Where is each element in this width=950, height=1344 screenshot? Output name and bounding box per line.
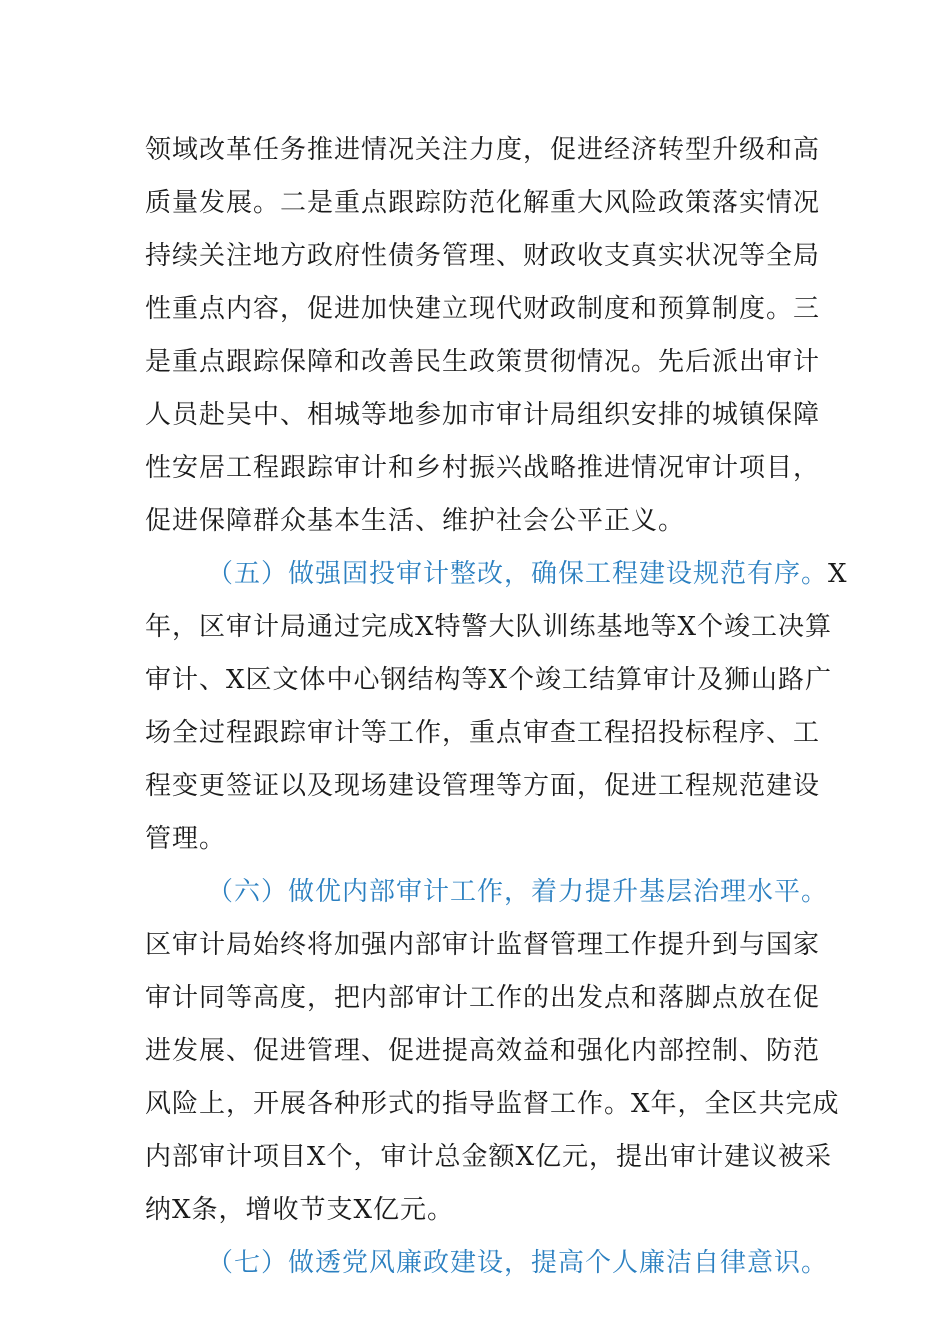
paragraph-line: 纳X条，增收节支X亿元。 bbox=[145, 1195, 455, 1225]
document-body bbox=[145, 124, 848, 1290]
section-title: （五）做强固投审计整改，确保工程建设规范有序。 bbox=[207, 559, 829, 589]
paragraph-line: 程变更签证以及现场建设管理等方面，促进工程规范建设 bbox=[145, 771, 821, 801]
section-title: （七）做透党风廉政建设，提高个人廉洁自律意识。 bbox=[207, 1248, 829, 1278]
paragraph-line: 是重点跟踪保障和改善民生政策贯彻情况。先后派出审计 bbox=[145, 347, 821, 377]
paragraph-line: 人员赴吴中、相城等地参加市审计局组织安排的城镇保障 bbox=[145, 400, 821, 430]
paragraph-line: 区审计局始终将加强内部审计监督管理工作提升到与国家 bbox=[145, 930, 821, 960]
paragraph-line: 内部审计项目X个，审计总金额X亿元，提出审计建议被采 bbox=[145, 1142, 833, 1172]
paragraph-line: 领域改革任务推进情况关注力度，促进经济转型升级和高 bbox=[145, 135, 821, 165]
section-heading-7 bbox=[145, 1237, 829, 1290]
section-title: （六）做优内部审计工作，着力提升基层治理水平。 bbox=[207, 877, 829, 907]
paragraph-line: 质量发展。二是重点跟踪防范化解重大风险政策落实情况 bbox=[145, 188, 821, 218]
paragraph-line: 场全过程跟踪审计等工作，重点审查工程招投标程序、工 bbox=[145, 718, 821, 748]
paragraph-line: 促进保障群众基本生活、维护社会公平正义。 bbox=[145, 506, 686, 536]
paragraph-line: 审计同等高度，把内部审计工作的出发点和落脚点放在促 bbox=[145, 983, 821, 1013]
paragraph-line: 审计、X区文体中心钢结构等X个竣工结算审计及狮山路广 bbox=[145, 665, 833, 695]
paragraph-line: 持续关注地方政府性债务管理、财政收支真实状况等全局 bbox=[145, 241, 821, 271]
paragraph-line: 年，区审计局通过完成X特警大队训练基地等X个竣工决算 bbox=[145, 612, 833, 642]
paragraph-line: 进发展、促进管理、促进提高效益和强化内部控制、防范 bbox=[145, 1036, 821, 1066]
paragraph-line: 性重点内容，促进加快建立现代财政制度和预算制度。三 bbox=[145, 294, 821, 324]
heading-trailing-text: X bbox=[828, 559, 848, 589]
section-heading-5 bbox=[145, 548, 848, 601]
paragraph-line: 管理。 bbox=[145, 824, 227, 854]
paragraph-line: 性安居工程跟踪审计和乡村振兴战略推进情况审计项目， bbox=[145, 453, 821, 483]
section-heading-6 bbox=[145, 866, 829, 919]
paragraph-line: 风险上，开展各种形式的指导监督工作。X年，全区共完成 bbox=[145, 1089, 840, 1119]
